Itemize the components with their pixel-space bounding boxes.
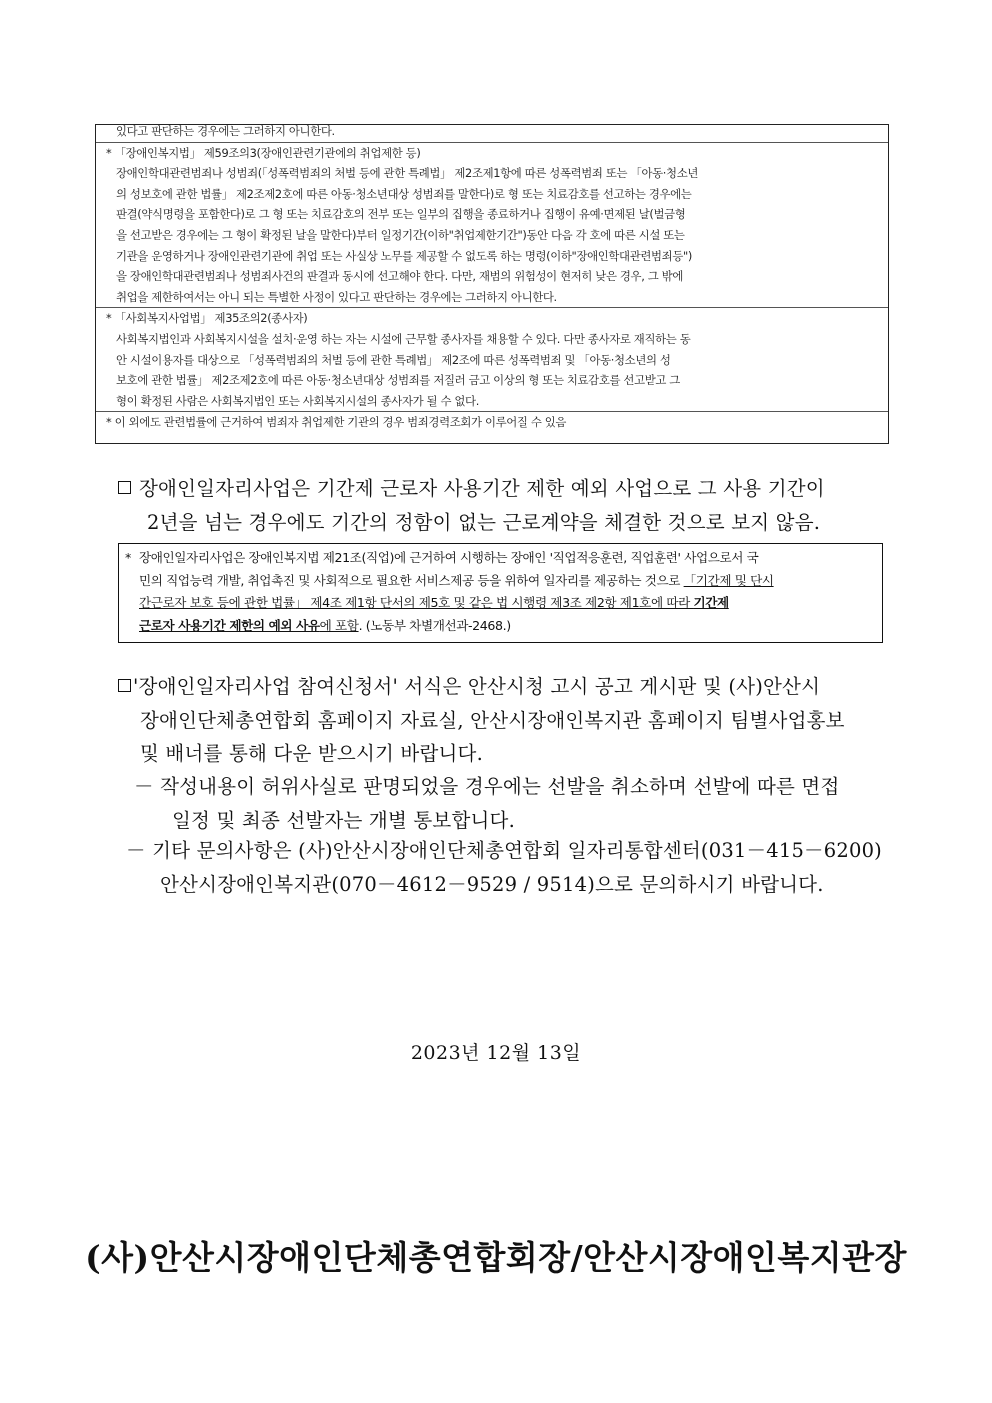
note-line1: 장애인일자리사업은 장애인복지법 제21조(직업)에 근거하여 시행하는 장애인 '직업적응훈련, 직업훈련' 사업으로서 국 xyxy=(139,550,759,565)
issuer-signature: (사)안산시장애인단체총연합회장/안산시장애인복지관장 xyxy=(85,1238,907,1277)
legal-item1-line: 판결(약식명령을 포함한다)로 그 형 또는 치료감호의 전부 또는 일부의 집행을 종료하거나 집행이 유예·면제된 날(벌금형 xyxy=(116,207,686,222)
para2-line3: 및 배너를 통해 다운 받으시기 바랍니다. xyxy=(140,742,483,765)
dash1-line2: 일정 및 최종 선발자는 개별 통보합니다. xyxy=(172,808,515,832)
legal-item1-head: * 「장애인복지법」 제59조의3(장애인관련기관에의 취업제한 등) xyxy=(106,145,421,160)
legal-item3: * 이 외에도 관련법률에 근거하여 범죄자 취업제한 기관의 경우 범죄경력조회가 이루어질 수 있음 xyxy=(106,415,567,430)
legal-item1-line: 을 선고받은 경우에는 그 형이 확정된 날을 말한다)부터 일정기간(이하"취업제한기간")동안 다음 각 호에 따른 시설 또는 xyxy=(116,227,685,242)
note-law-ref: 「기간제 및 단시 xyxy=(683,572,774,588)
para2-line1: '장애인일자리사업 참여신청서' 서식은 안산시청 고시 공고 게시판 및 (사)안산시 xyxy=(133,675,821,698)
paragraph-application-form xyxy=(118,670,898,771)
para2-line2: 장애인단체총연합회 홈페이지 자료실, 안산시장애인복지관 홈페이지 팀별사업홍보 xyxy=(140,708,845,732)
legal-item-social-welfare-act xyxy=(96,307,888,411)
legal-item1-line: 장애인학대관련범죄나 성범죄(「성폭력범죄의 처벌 등에 관한 특례법」 제2조제1항에 따른 성폭력범죄 또는 「아동·청소년 xyxy=(116,166,698,181)
document-date: 2023년 12월 13일 xyxy=(410,1042,582,1064)
note-star: * xyxy=(125,550,131,565)
note-box xyxy=(118,543,883,643)
para1-line2: 2년을 넘는 경우에도 기간의 정함이 없는 근로계약을 체결한 것으로 보지 않음. xyxy=(147,510,821,534)
legal-item-disability-act xyxy=(96,142,888,308)
legal-item2-line: 형이 확정된 사람은 사회복지법인 또는 사회복지시설의 종사자가 될 수 없다. xyxy=(116,393,479,408)
para1-line1: 장애인일자리사업은 기간제 근로자 사용기간 제한 예외 사업으로 그 사용 기간이 xyxy=(139,477,825,500)
square-bullet-icon xyxy=(118,679,131,692)
dash1-line1: － 작성내용이 허위사실로 판명되었을 경우에는 선발을 취소하며 선발에 따른 면접 xyxy=(134,775,840,798)
legal-item1-line: 기관을 운영하거나 장애인관련기관에 취업 또는 사실상 노무를 제공할 수 없도록 하는 명령(이하"장애인학대관련범죄등") xyxy=(116,248,692,263)
note-bold-ref: 기간제 xyxy=(693,595,729,611)
legal-continuation xyxy=(96,121,888,142)
legal-item2-line: 안 시설이용자를 대상으로 「성폭력범죄의 처벌 등에 관한 특례법」 제2조에 따른 성폭력범죄 및 「아동·청소년의 성 xyxy=(116,352,671,367)
dash-item-selection-notice xyxy=(134,770,898,837)
legal-item2-line: 사회복지법인과 사회복지시설을 설치·운영 하는 자는 시설에 근무할 종사자를 채용할 수 있다. 다만 종사자로 재직하는 동 xyxy=(116,331,691,346)
square-bullet-icon xyxy=(118,481,131,494)
dash2-line1: － 기타 문의사항은 (사)안산시장애인단체총연합회 일자리통합센터(031－415－6200) xyxy=(126,839,882,862)
note-line2: 민의 직업능력 개발, 취업촉진 및 사회적으로 필요한 서비스제공 등을 위하여 일자리를 제공하는 것으로 「기간제 및 단시 xyxy=(139,572,774,588)
note-line3: 간근로자 보호 등에 관한 법률」 제4조 제1항 단서의 제5호 및 같은 법 시행령 제3조 제2항 제1호에 따라 기간제 xyxy=(139,595,729,611)
paragraph-fixed-term-exception xyxy=(118,472,898,539)
legal-item2-head: * 「사회복지사업법」 제35조의2(종사자) xyxy=(106,311,308,326)
legal-top-line: 있다고 판단하는 경우에는 그러하지 아니한다. xyxy=(116,124,335,138)
legal-item1-line: 의 성보호에 관한 법률」 제2조제2호에 따른 아동·청소년대상 성범죄를 말한다)로 형 또는 치료감호를 선고하는 경우에는 xyxy=(116,186,692,201)
legal-item2-line: 보호에 관한 법률」 제2조제2호에 따른 아동·청소년대상 성범죄를 저질러 금고 이상의 형 또는 치료감호를 선고받고 그 xyxy=(116,373,680,388)
dash-item-contact xyxy=(126,834,898,901)
dash2-line2: 안산시장애인복지관(070－4612－9529 / 9514)으로 문의하시기 바랍니다. xyxy=(160,872,824,896)
legal-notice-box xyxy=(95,124,889,444)
legal-item-other xyxy=(96,411,888,433)
legal-item1-line: 을 장애인학대관련범죄나 성범죄사건의 판결과 동시에 선고해야 한다. 다만, 재범의 위험성이 현저히 낮은 경우, 그 밖에 xyxy=(116,269,683,284)
legal-item1-line: 취업을 제한하여서는 아니 되는 특별한 사정이 있다고 판단하는 경우에는 그러하지 아니한다. xyxy=(116,289,557,304)
note-line4: 근로자 사용기간 제한의 예외 사유에 포함. (노동부 차별개선과-2468.) xyxy=(139,617,511,633)
